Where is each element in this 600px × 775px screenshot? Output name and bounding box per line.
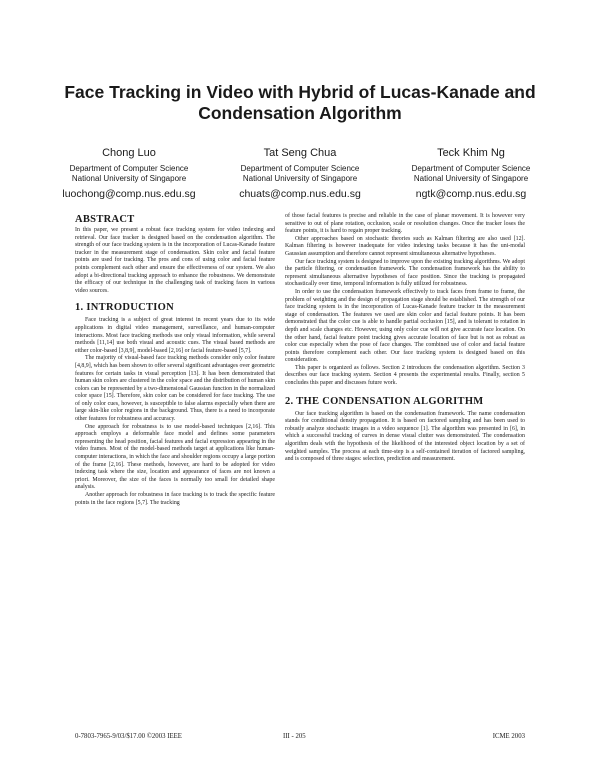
- author-department: Department of Computer Science: [240, 164, 360, 173]
- body-paragraph: In order to use the condensation framework effectively to track faces from frame to frame, the problem of weighting and the design of propagation stage should be established. The strength of our face tracking system is in the incorporation of Lucas-Kanade feature tracker in the measurement stage of condensation. The features we used are skin color and facial feature points. It has been demonstrated that the color cue is able to handle partial occlusion [15], and is tolerant to rotation in depth and scale changes etc. However, using only color cue will not give accurate face location. On the other hand, facial feature point tracking gives accurate location of face but is not as robust as color cue especially when the pose of face changes. The combined use of color and facial feature points therefore complement each other. Our face tracking system is designed based on this consideration.: [285, 288, 525, 364]
- footer-page-number: III - 205: [283, 733, 306, 740]
- condensation-heading: 2. THE CONDENSATION ALGORITHM: [285, 395, 484, 407]
- intro-paragraph: Another approach for robustness in face tracking is to track the specific feature points in the face regions [5,7]. The tracking: [75, 492, 275, 506]
- intro-paragraph: Face tracking is a subject of great interest in recent years due to its wide applications in digital video management, surveillance, and human-computer interactions. Most face tracking methods use only visual information, while several methods [11,14] use both visual and acoustic cues. The visual based methods are either color-based [3,8,9], model-based [2,16] or facial feature-based [5,7].: [75, 317, 275, 354]
- author-2: [215, 146, 385, 201]
- footer-conference: ICME 2003: [492, 733, 525, 740]
- condensation-paragraph: Our face tracking algorithm is based on the condensation framework. The name condensation stands for conditional density propagation. It is based on factored sampling and has been used to robustly analyze stochastic images in a video sequence [1]. The algorithm was presented in [6], in which a successful tracking of curves in dense visual clutter was demonstrated. The condensation algorithm deals with the hypothesis of the likelihood of the interested object location by a set of weighted samples. The process at each time-step is a self-contained iteration of factored sampling, and is composed of three stages: selection, prediction and measurement.: [285, 410, 525, 463]
- author-1: [44, 146, 214, 201]
- author-email: luochong@comp.nus.edu.sg: [62, 188, 196, 200]
- author-university: National University of Singapore: [242, 174, 358, 183]
- author-department: Department of Computer Science: [411, 164, 531, 173]
- author-email: ngtk@comp.nus.edu.sg: [415, 188, 527, 200]
- page-footer: [75, 732, 525, 742]
- left-column: [75, 213, 275, 507]
- footer-copyright: 0-7803-7965-9/03/$17.00 ©2003 IEEE: [75, 733, 182, 740]
- author-name: Tat Seng Chua: [263, 147, 337, 159]
- introduction-heading: 1. INTRODUCTION: [75, 302, 175, 314]
- intro-paragraph: One approach for robustness is to use model-based techniques [2,16]. This approach employs a deformable face model and defines some parameters representing the head position, facial features and facial expression appearing in the video frames. Most of the model-based methods target at applications like human-computer interactions, in which the face and shoulder regions occupy a large portion of the frame [2,16]. These methods, however, are hard to be adopted for video indexing task where the size, location and appearance of faces are not known a priori. Moreover, the size of the faces is normally too small for detailed shape analysis.: [75, 423, 275, 491]
- intro-paragraph: The majority of visual-based face tracking methods consider only color feature [4,8,9], which has been shown to offer several significant advantages over geometric features for certain tasks in visual perception [13]. It has been demonstrated that human skin colors are clustered in the color space and the distribution of human skin colors can be represented by a two-dimensional Gaussian function in the normalized color space [15]. Therefore, skin color can be considered for face tracking. The use of only color cues, however, is susceptible to false alarms especially when there are large skin-like color regions in the background. Thus, there is a need to incorporate other features for robustness and accuracy.: [75, 355, 275, 423]
- author-department: Department of Computer Science: [69, 164, 189, 173]
- author-name: Chong Luo: [102, 147, 156, 159]
- abstract-heading: ABSTRACT: [75, 214, 135, 225]
- body-paragraph: This paper is organized as follows. Section 2 introduces the condensation algorithm. Section 3 describes our face tracking system. Section 4 presents the experimental results. Finally, section 5 concludes this paper and discusses future work.: [285, 364, 525, 387]
- author-block: [44, 146, 556, 200]
- paper-title: Face Tracking in Video with Hybrid of Lucas-Kanade and Condensation Algorithm: [64, 82, 536, 123]
- author-university: National University of Singapore: [71, 174, 187, 183]
- right-column: [285, 213, 525, 464]
- body-paragraph: of those facial features is precise and reliable in the case of planar movement. It is however very sensitive to out of plane rotation, occlusion, scale or resolution changes. Once the tracker loses the feature points, it is hard to regain proper tracking.: [285, 213, 525, 235]
- author-university: National University of Singapore: [413, 174, 529, 183]
- author-name: Teck Khim Ng: [437, 147, 505, 159]
- body-paragraph: Our face tracking system is designed to improve upon the existing tracking algorithms. We adopt the particle filtering, or condensation framework. The condensation framework has the ability to represent simultaneous alternative hypotheses of face position. Since the tracking is propagated stochastically over time, temporal information is fully utilized for robustness.: [285, 258, 525, 288]
- scan-mark: [513, 88, 527, 94]
- body-paragraph: Other approaches based on stochastic theories such as Kalman filtering are also used [12]. Kalman filtering is however inadequate for video indexing tasks because it has the uni-modal Gaussian assumption and therefore cannot represent simultaneous alternative hypotheses.: [285, 235, 525, 257]
- author-email: chuats@comp.nus.edu.sg: [239, 188, 361, 200]
- abstract-text: In this paper, we present a robust face tracking system for video indexing and retrieval. Our face tracker is designed based on the condensation algorithm. The strength of our face tracking system is in the incorporation of Lucas-Kanade feature tracker in the measurement stage of condensation. Skin color and facial feature points are used for tracking. The pros and cons of using color and facial feature points complement each other and ensure the effectiveness of our system. We also adopt a bi-directional tracking approach to enhance the robustness. We demonstrate the efficacy of our technique in the challenging task of tracking faces in various video sources.: [75, 227, 275, 294]
- author-3: [386, 146, 556, 201]
